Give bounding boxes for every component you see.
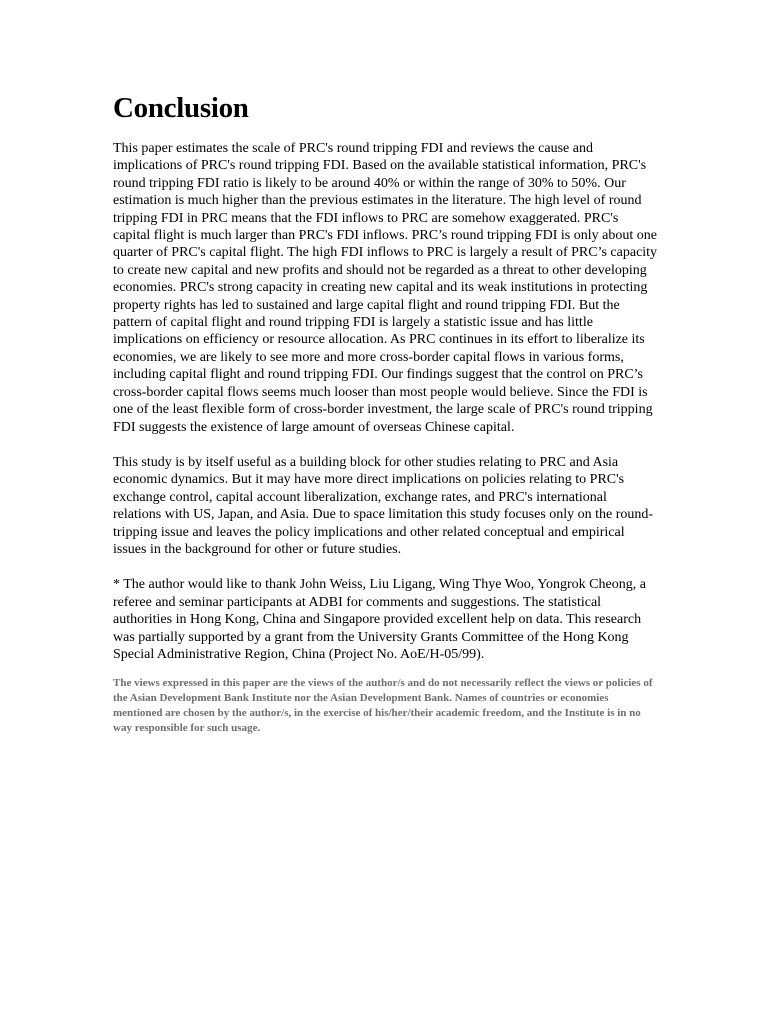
- document-page: [113, 88, 658, 736]
- conclusion-paragraph-2: This study is by itself useful as a building block for other studies relating to PRC and Asia economic dynamics. But it may have more direct implications on policies relating to PRC's exchange control, capital account liberalization, exchange rates, and PRC's international relations with US, Japan, and Asia. Due to space limitation this study focuses only on the round-tripping issue and leaves the policy implications and other related conceptual and empirical issues in the background for other or future studies.: [113, 454, 654, 557]
- section-heading: Conclusion: [113, 92, 249, 124]
- acknowledgement-note: * The author would like to thank John Weiss, Liu Ligang, Wing Thye Woo, Yongrok Cheong, a referee and seminar participants at ADBI for comments and suggestions. The statistical authorities in Hong Kong, China and Singapore provided excellent help on data. This research was partially supported by a grant from the University Grants Committee of the Hong Kong Special Administrative Region, China (Project No. AoE/H-05/99).: [113, 577, 646, 662]
- disclaimer-text: The views expressed in this paper are the views of the author/s and do not necessarily reflect the views or policies of the Asian Development Bank Institute nor the Asian Development Bank. Names of countries or economies mentioned are chosen by the author/s, in the exercise of his/her/their academic freedom, and the Institute is in no way responsible for such usage.: [113, 677, 653, 735]
- conclusion-paragraph-1: This paper estimates the scale of PRC's round tripping FDI and reviews the cause and implications of PRC's round tripping FDI. Based on the available statistical information, PRC's round tripping FDI ratio is likely to be around 40% or within the range of 30% to 50%. Our estimation is much higher than the previous estimates in the literature. The high level of round tripping FDI in PRC means that the FDI inflows to PRC are somehow exaggerated. PRC's capital flight is much larger than PRC's FDI inflows. PRC’s round tripping FDI is only about one quarter of PRC's capital flight. The high FDI inflows to PRC is largely a result of PRC’s capacity to create new capital and new profits and should not be regarded as a threat to other developing economies. PRC's strong capacity in creating new capital and its weak institutions in protecting property rights has led to sustained and large capital flight and round tripping FDI. But the pattern of capital flight and round tripping FDI is largely a statistic issue and has little implications on efficiency or resource allocation. As PRC continues in its effort to liberalize its economies, we are likely to see more and more cross-border capital flows in various forms, including capital flight and round tripping FDI. Our findings suggest that the control on PRC’s cross-border capital flows seems much looser than most people would believe. Since the FDI is one of the least flexible form of cross-border investment, the large scale of PRC's round tripping FDI suggests the existence of large amount of overseas Chinese capital.: [113, 141, 658, 435]
